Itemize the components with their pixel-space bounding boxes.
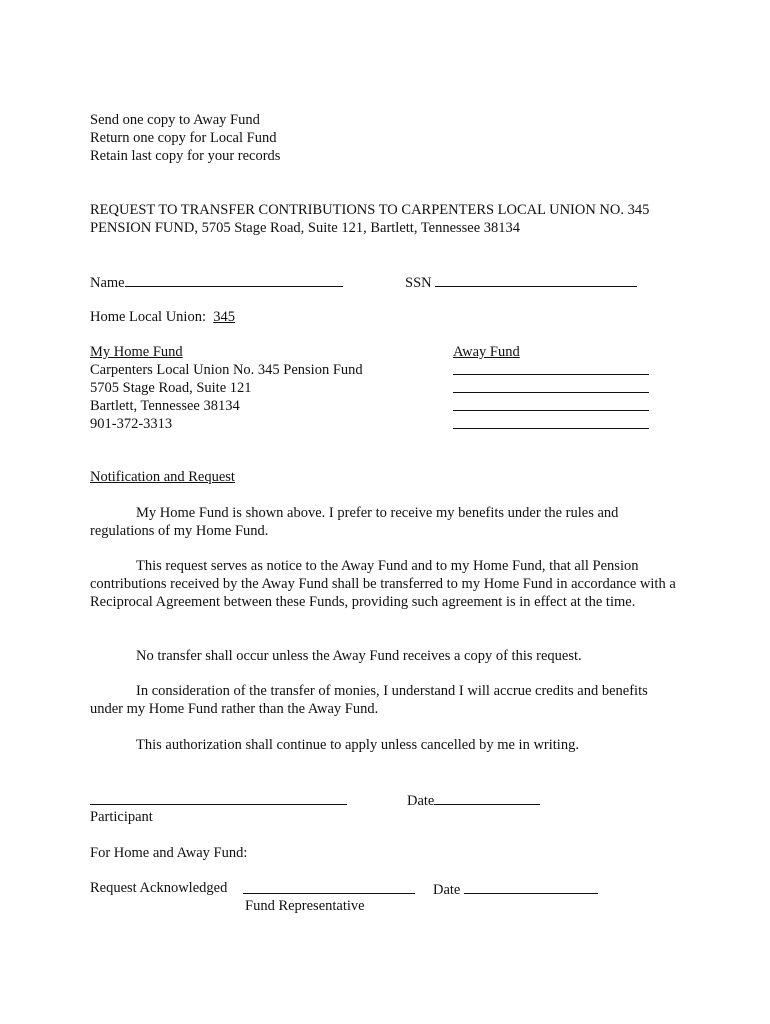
home-fund-line: Carpenters Local Union No. 345 Pension Fund bbox=[90, 362, 363, 378]
notification-heading: Notification and Request bbox=[90, 469, 235, 485]
instruction-retain: Retain last copy for your records bbox=[90, 148, 281, 164]
fund-representative-signature-line[interactable] bbox=[243, 893, 415, 894]
form-title-line2: PENSION FUND, 5705 Stage Road, Suite 121, Bartlett, Tennessee 38134 bbox=[90, 220, 521, 236]
participant-date-row bbox=[407, 790, 540, 810]
away-fund-line-3[interactable] bbox=[453, 410, 649, 411]
form-title-line1: REQUEST TO TRANSFER CONTRIBUTIONS TO CARPENTERS LOCAL UNION NO. 345 bbox=[90, 202, 650, 218]
home-fund-heading: My Home Fund bbox=[90, 344, 183, 360]
representative-date-field[interactable] bbox=[464, 879, 598, 894]
notification-paragraph-2: This request serves as notice to the Away Fund and to my Home Fund, that all Pension contributions received by the Away Fund shall be transferred to my Home Fund in accordance with a Reciprocal Agreement between these Funds, providing such agreement is in effect at the time. bbox=[90, 558, 676, 610]
participant-date-field[interactable] bbox=[434, 790, 540, 805]
for-home-away-label: For Home and Away Fund: bbox=[90, 845, 248, 861]
away-fund-line-1[interactable] bbox=[453, 374, 649, 375]
notification-paragraph-3: No transfer shall occur unless the Away Fund receives a copy of this request. bbox=[136, 648, 582, 664]
request-acknowledged-label: Request Acknowledged bbox=[90, 880, 228, 896]
name-label: Name bbox=[90, 275, 125, 291]
participant-date-label: Date bbox=[407, 793, 435, 809]
home-local-row bbox=[90, 308, 235, 326]
ssn-field-row bbox=[405, 272, 637, 292]
notification-paragraph-5: This authorization shall continue to apply unless cancelled by me in writing. bbox=[136, 737, 579, 753]
home-fund-line: 901-372-3313 bbox=[90, 416, 173, 432]
instruction-return: Return one copy for Local Fund bbox=[90, 130, 277, 146]
fund-representative-label: Fund Representative bbox=[245, 898, 365, 914]
home-local-label: Home Local Union: bbox=[90, 309, 206, 325]
away-fund-heading: Away Fund bbox=[453, 344, 520, 360]
ssn-label: SSN bbox=[405, 275, 432, 291]
name-field-row bbox=[90, 272, 343, 292]
instruction-send: Send one copy to Away Fund bbox=[90, 112, 260, 128]
representative-date-label: Date bbox=[433, 882, 461, 898]
ssn-field[interactable] bbox=[435, 272, 637, 287]
name-field[interactable] bbox=[125, 272, 343, 287]
home-local-value: 345 bbox=[213, 309, 235, 325]
notification-paragraph-4: In consideration of the transfer of monies, I understand I will accrue credits and benefits under my Home Fund rather than the Away Fund. bbox=[90, 683, 648, 717]
participant-label: Participant bbox=[90, 809, 153, 825]
home-fund-line: Bartlett, Tennessee 38134 bbox=[90, 398, 240, 414]
home-fund-line: 5705 Stage Road, Suite 121 bbox=[90, 380, 252, 396]
participant-signature-line[interactable] bbox=[90, 804, 347, 805]
notification-paragraph-1: My Home Fund is shown above. I prefer to receive my benefits under the rules and regulations of my Home Fund. bbox=[90, 505, 619, 539]
representative-date-row bbox=[433, 879, 598, 899]
away-fund-line-4[interactable] bbox=[453, 428, 649, 429]
away-fund-line-2[interactable] bbox=[453, 392, 649, 393]
